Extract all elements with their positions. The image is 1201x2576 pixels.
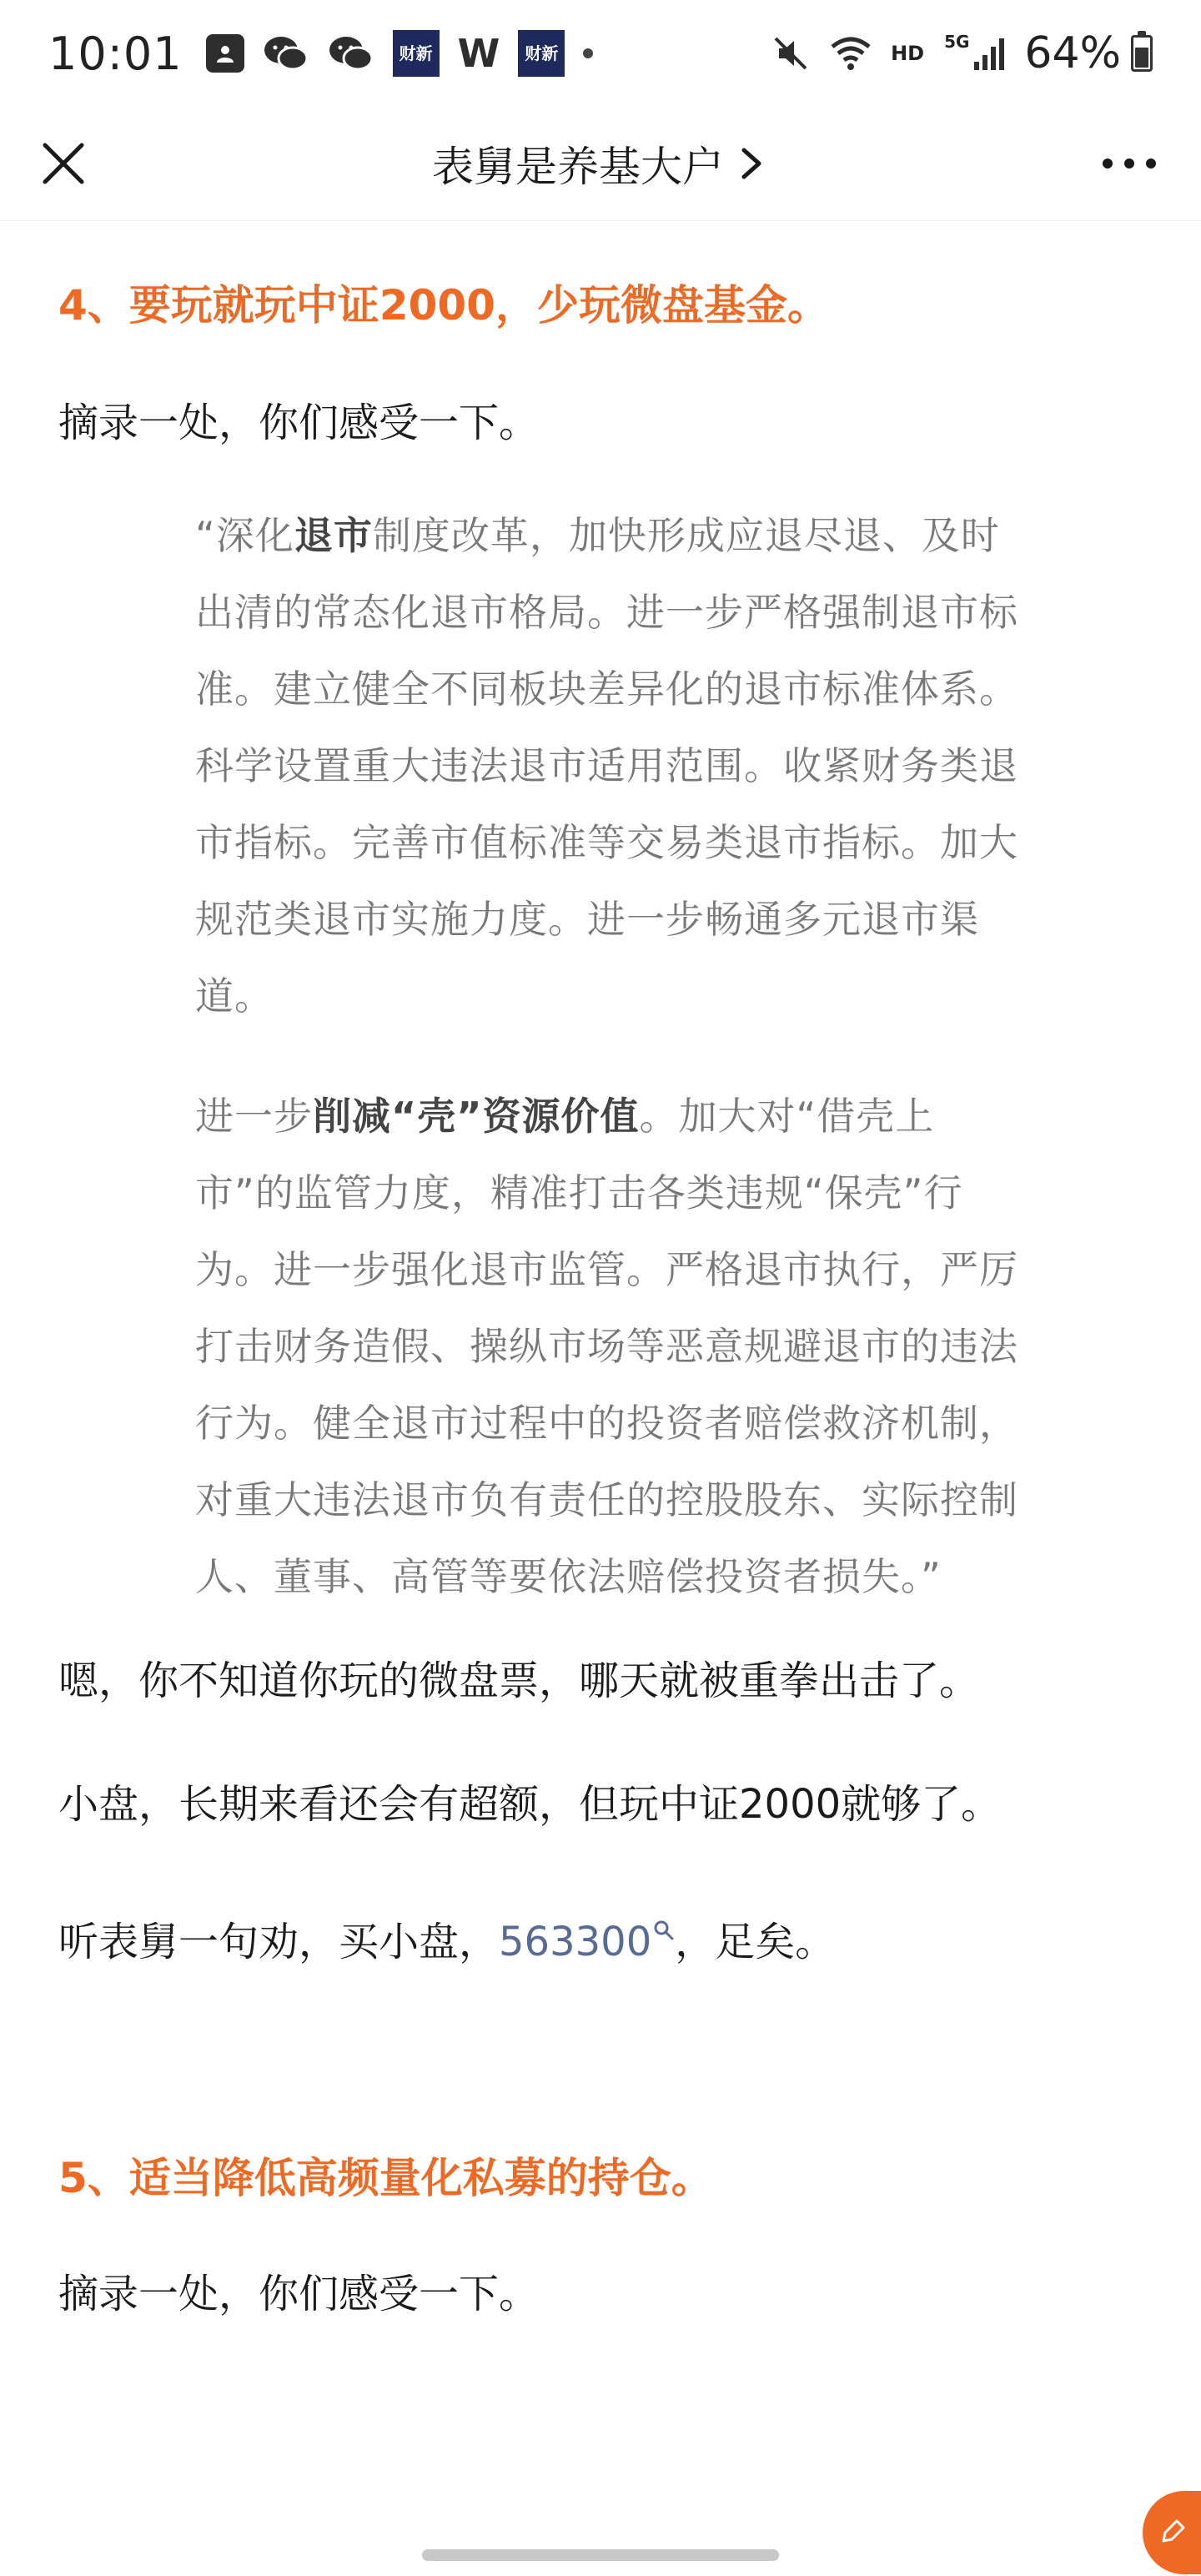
close-icon	[40, 140, 87, 187]
more-icon	[1099, 155, 1159, 172]
status-time: 10:01	[48, 27, 183, 80]
fund-code-link[interactable]: 563300	[499, 1919, 675, 1965]
mute-icon	[771, 30, 811, 77]
network-hd-label: HD	[891, 42, 925, 65]
excerpt-intro: 摘录一处，你们感受一下。	[58, 400, 540, 446]
status-right	[771, 28, 1153, 78]
battery-fill	[1135, 48, 1148, 68]
network-type-label: 5G	[944, 32, 970, 52]
signal-icon	[972, 30, 1006, 77]
excerpt-intro: 摘录一处，你们感受一下。	[58, 2271, 540, 2317]
nav-bar	[0, 107, 1201, 221]
account-title-link[interactable]	[432, 133, 769, 194]
battery-percent: 64%	[1024, 28, 1121, 78]
status-left	[48, 28, 611, 80]
paragraph-recommendation: 听表舅一句劝，买小盘，563300 ，足矣。	[58, 1897, 1143, 1973]
status-bar	[0, 0, 1201, 107]
section-heading-4: 4、要玩就玩中证2000，少玩微盘基金。	[58, 281, 829, 330]
policy-quote	[195, 497, 1029, 1615]
dot-icon	[583, 30, 593, 77]
quote-paragraph-1: “深化退市制度改革，加快形成应退尽退、及时出清的常态化退市格局。进一步严格强制退市标准。建立健全不同板块差异化的退市标准体系。科学设置重大违法退市适用范围。收紧财务类退市指标。完善市值标准等交易类退市指标。加大规范类退市实施力度。进一步畅通多元退市渠道。	[195, 513, 1018, 1019]
paragraph-small-cap: 小盘，长期来看还会有超额，但玩中证2000就够了。	[58, 1781, 1002, 1828]
section-heading-5: 5、适当降低高频量化私募的持仓。	[58, 2154, 713, 2202]
more-options-button[interactable]	[1088, 130, 1171, 197]
wifi-icon	[829, 30, 872, 77]
battery-icon	[1131, 35, 1153, 72]
home-indicator[interactable]	[422, 2549, 779, 2561]
article-body	[58, 220, 1143, 2325]
page-title: 表舅是养基大户	[432, 143, 724, 191]
caixin-app-icon: 财新	[518, 30, 565, 77]
wechat-icon	[328, 30, 374, 77]
quote-paragraph-2: 进一步削减“壳”资源价值。加大对“借壳上市”的监管力度，精准打击各类违规“保壳”行为。进一步强化退市监管。严格退市执行，严厉打击财务造假、操纵市场等恶意规避退市的违法行为。健全退市过程中的投资者赔偿救济机制，对重大违法退市负有责任的控股股东、实际控制人、董事、高管等要依法赔偿投资者损失。”	[195, 1094, 1018, 1599]
chevron-right-icon	[736, 145, 769, 182]
contact-card-icon	[206, 30, 244, 77]
paragraph-micro-cap: 嗯，你不知道你玩的微盘票，哪天就被重拳出击了。	[58, 1658, 980, 1704]
w-app-icon: W	[457, 31, 500, 76]
search-icon	[653, 1897, 675, 1959]
pen-icon	[1155, 2516, 1188, 2549]
wechat-icon	[263, 30, 309, 77]
floating-action-button[interactable]	[1143, 2491, 1201, 2574]
caixin-app-icon: 财新	[393, 30, 440, 77]
close-button[interactable]	[30, 130, 97, 197]
